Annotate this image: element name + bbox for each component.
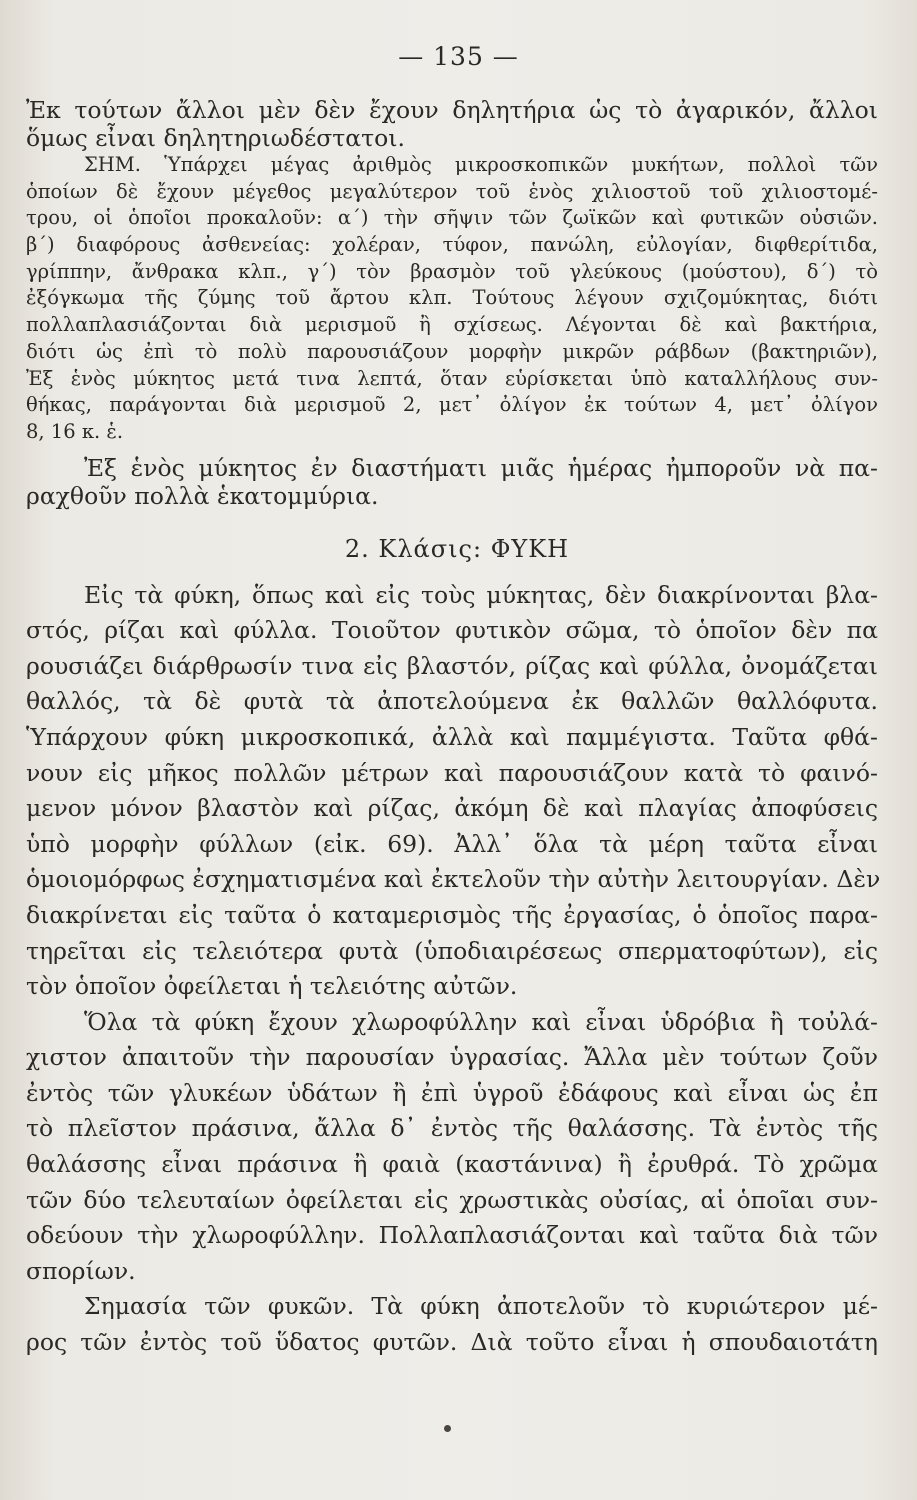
note-line: θήκας, παράγονται διὰ μερισμοῦ 2, μετ᾽ ὀλίγον ἐκ τούτων 4, μετ᾽ ὀλίγον bbox=[26, 393, 878, 417]
note-line: γρίππην, ἄνθρακα κλπ., γ΄) τὸν βρασμὸν τοῦ γλεύκους (μούστου), δ΄) τὸ bbox=[26, 259, 878, 283]
section-heading: 2. Κλάσις: ΦΥΚΗ bbox=[344, 534, 570, 563]
text-line: τῶν δύο τελευταίων ὀφείλεται εἰς χρωστικὰς οὐσίας, αἱ ὁποῖαι συν- bbox=[26, 1185, 878, 1214]
page-number: — 135 — bbox=[398, 42, 519, 71]
body-text bbox=[26, 96, 881, 1361]
text-line: Ὅλα τὰ φύκη ἔχουν χλωροφύλλην καὶ εἶναι ὑδρόβια ἢ τοὐλά- bbox=[84, 1007, 878, 1036]
note-line: διότι ὡς ἐπὶ τὸ πολὺ παρουσιάζουν μορφὴν μικρῶν ράβδων (βακτηριῶν), bbox=[26, 339, 878, 363]
text-line: σπορίων. bbox=[26, 1256, 136, 1285]
text-line: Εἰς τὰ φύκη, ὅπως καὶ εἰς τοὺς μύκητας, δὲν διακρίνονται βλα- bbox=[84, 580, 878, 609]
note-line: ἐξόγκωμα τῆς ζύμης τοῦ ἄρτου κλπ. Τούτους λέγουν σχιζομύκητας, διότι bbox=[26, 286, 878, 310]
text-line: τὸ πλεῖστον πράσινα, ἄλλα δ᾽ ἐντὸς τῆς θαλάσσης. Τὰ ἐντὸς τῆς bbox=[26, 1114, 878, 1143]
text-line: Ὑπάρχουν φύκη μικροσκοπικά, ἀλλὰ καὶ παμμέγιστα. Ταῦτα φθά- bbox=[26, 722, 878, 751]
note-line: πολλαπλασιάζονται διὰ μερισμοῦ ἢ σχίσεως. Λέγονται δὲ καὶ βακτήρια, bbox=[26, 313, 878, 337]
text-line: ρουσιάζει διάρθρωσίν τινα εἰς βλαστόν, ρίζας καὶ φύλλα, ὀνομάζεται bbox=[26, 651, 878, 680]
text-line: τὸν ὁποῖον ὀφείλεται ἡ τελειότης αὐτῶν. bbox=[26, 972, 518, 1001]
text-line: Σημασία τῶν φυκῶν. Τὰ φύκη ἀποτελοῦν τὸ κυριώτερον μέ- bbox=[84, 1292, 878, 1321]
text-line: Ἐξ ἑνὸς μύκητος ἐν διαστήματι μιᾶς ἡμέρας ἠμποροῦν νὰ πα- bbox=[84, 453, 878, 482]
text-line: οδεύουν τὴν χλωροφύλλην. Πολλαπλασιάζονται καὶ ταῦτα διὰ τῶν bbox=[26, 1221, 878, 1250]
text-line: διακρίνεται εἰς ταῦτα ὁ καταμερισμὸς τῆς ἐργασίας, ὁ ὁποῖος παρα- bbox=[26, 900, 878, 929]
text-line: θαλάσσης εἶναι πράσινα ἢ φαιὰ (καστάνινα) ἢ ἐρυθρά. Τὸ χρῶμα bbox=[26, 1150, 878, 1179]
text-line: χιστον ἀπαιτοῦν τὴν παρουσίαν ὑγρασίας. Ἄλλα μὲν τούτων ζοῦν bbox=[26, 1043, 878, 1072]
ink-dot bbox=[444, 1425, 451, 1432]
text-line: ρος τῶν ἐντὸς τοῦ ὕδατος φυτῶν. Διὰ τοῦτο εἶναι ἡ σπουδαιοτάτη bbox=[26, 1328, 878, 1357]
text-line: ὁμοιομόρφως ἐσχηματισμένα καὶ ἐκτελοῦν τὴν αὐτὴν λειτουργίαν. Δὲν bbox=[26, 865, 881, 894]
note-line: ΣΗΜ. Ὑπάρχει μέγας ἀριθμὸς μικροσκοπικῶν μυκήτων, πολλοὶ τῶν bbox=[84, 153, 878, 176]
text-line: Ἐκ τούτων ἄλλοι μὲν δὲν ἔχουν δηλητήρια ὡς τὸ ἀγαρικόν, ἄλλοι bbox=[26, 96, 878, 124]
note-line: Ἐξ ἑνὸς μύκητος μετά τινα λεπτά, ὅταν εὑρίσκεται ὑπὸ καταλλήλους συν- bbox=[26, 366, 878, 390]
note-line: 8, 16 κ. ἑ. bbox=[26, 419, 124, 443]
text-line: θαλλός, τὰ δὲ φυτὰ τὰ ἀποτελούμενα ἐκ θαλλῶν θαλλόφυτα. bbox=[26, 687, 878, 716]
note-line: τρου, οἱ ὁποῖοι προκαλοῦν: α΄) τὴν σῆψιν τῶν ζωϊκῶν καὶ φυτικῶν οὐσιῶν. bbox=[26, 206, 878, 230]
text-line: ραχθοῦν πολλὰ ἑκατομμύρια. bbox=[26, 481, 379, 510]
text-line: τηρεῖται εἰς τελειότερα φυτὰ (ὑποδιαιρέσεως σπερματοφύτων), εἰς bbox=[26, 936, 878, 965]
text-line: νουν εἰς μῆκος πολλῶν μέτρων καὶ παρουσιάζουν κατὰ τὸ φαινό- bbox=[26, 758, 878, 787]
text-line: ὅμως εἶναι δηλητηριωδέστατοι. bbox=[26, 124, 405, 152]
text-line: ἐντὸς τῶν γλυκέων ὑδάτων ἢ ἐπὶ ὑγροῦ ἐδάφους καὶ εἶναι ὡς ἐπ bbox=[26, 1078, 878, 1107]
note-line: β΄) διαφόρους ἀσθενείας: χολέραν, τύφον, πανώλη, εὐλογίαν, διφθερίτιδα, bbox=[26, 233, 878, 257]
text-line: μενον μόνον βλαστὸν καὶ ρίζας, ἀκόμη δὲ καὶ πλαγίας ἀποφύσεις bbox=[26, 794, 878, 823]
text-line: στός, ρίζαι καὶ φύλλα. Τοιοῦτον φυτικὸν σῶμα, τὸ ὁποῖον δὲν πα bbox=[26, 616, 878, 645]
note-line: ὁποίων δὲ ἔχουν μέγεθος μεγαλύτερον τοῦ ἑνὸς χιλιοστοῦ τοῦ χιλιοστομέ- bbox=[26, 179, 878, 203]
text-line: ὑπὸ μορφὴν φύλλων (εἰκ. 69). Ἀλλ᾽ ὅλα τὰ μέρη ταῦτα εἶναι bbox=[26, 829, 878, 858]
